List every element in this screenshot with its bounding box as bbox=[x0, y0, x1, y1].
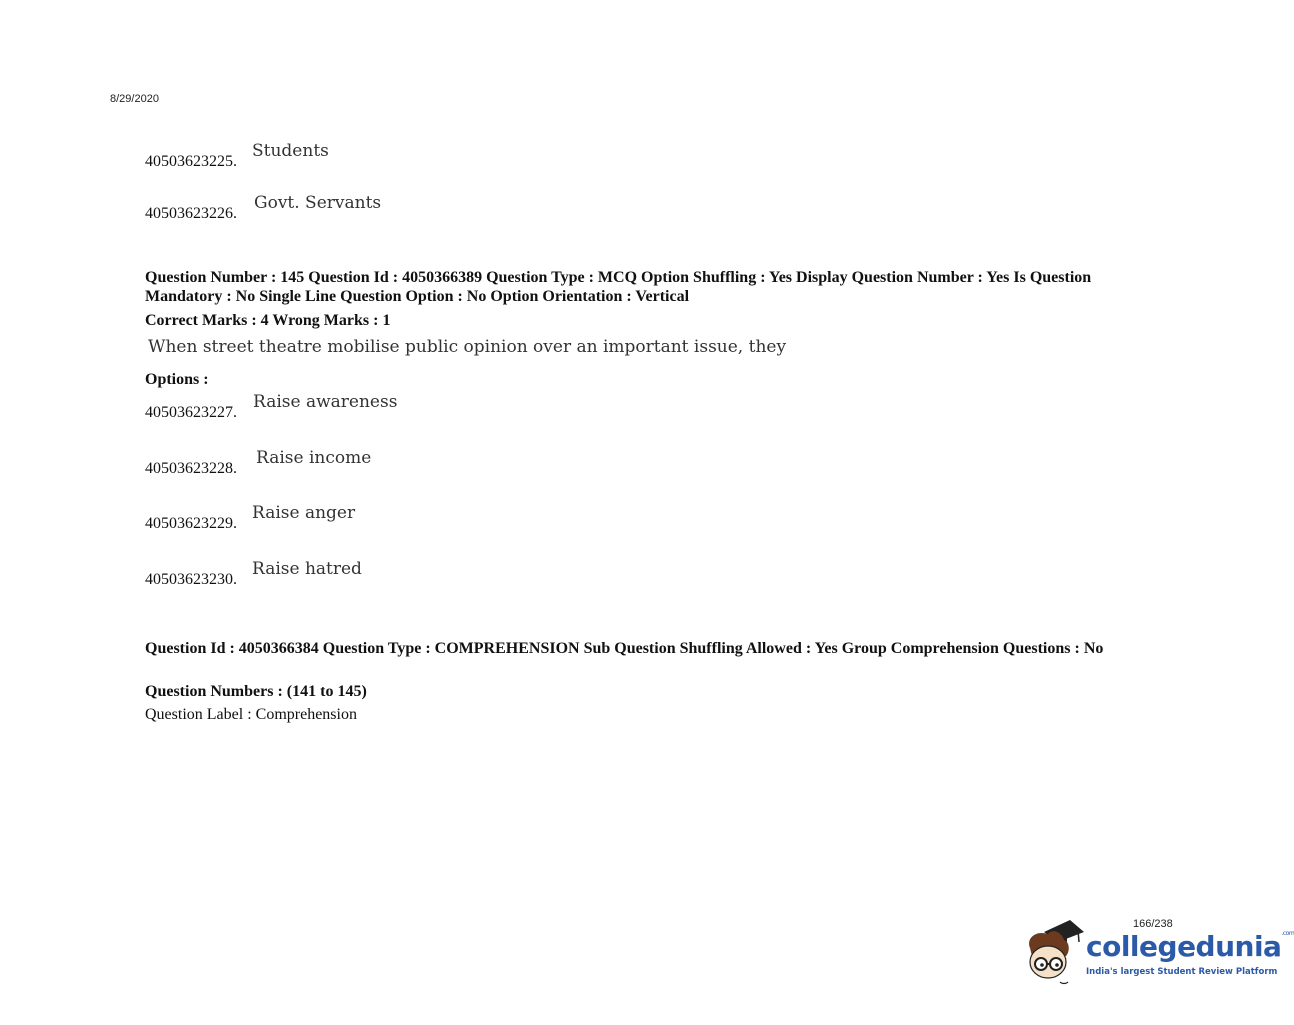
option-text: Raise anger bbox=[252, 503, 356, 523]
comprehension-meta: Question Id : 4050366384 Question Type : COMPREHENSION Sub Question Shuffling Allowed : Yes Group Comprehension Questions : No bbox=[145, 640, 1104, 657]
option-id: 40503623226. bbox=[145, 205, 237, 222]
option-id: 40503623229. bbox=[145, 515, 237, 532]
logo-brand: collegedunia$^{.com}$ bbox=[1086, 930, 1294, 963]
comprehension-numbers: Question Numbers : (141 to 145) bbox=[145, 683, 367, 700]
page-number: 166/238 bbox=[1133, 918, 1173, 930]
option-id: 40503623225. bbox=[145, 153, 237, 170]
option-id: 40503623230. bbox=[145, 571, 237, 588]
question-marks: Correct Marks : 4 Wrong Marks : 1 bbox=[145, 312, 391, 329]
print-date: 8/29/2020 bbox=[110, 93, 159, 105]
mascot-icon bbox=[1022, 918, 1092, 990]
logo-tagline: India's largest Student Review Platform bbox=[1086, 967, 1278, 977]
option-text: Students bbox=[252, 141, 329, 161]
options-label: Options : bbox=[145, 371, 209, 388]
question-meta: Question Number : 145 Question Id : 4050366389 Question Type : MCQ Option Shuffling : Yes Display Question Number : Yes Is Question Mandatory : No Single Line Question Option : No Option Orientation : Vertical bbox=[145, 269, 1092, 305]
question-text: When street theatre mobilise public opinion over an important issue, they bbox=[148, 337, 787, 357]
collegedunia-logo bbox=[1022, 918, 1294, 990]
option-text: Raise income bbox=[256, 448, 372, 468]
option-id: 40503623228. bbox=[145, 460, 237, 477]
option-text: Govt. Servants bbox=[254, 193, 382, 213]
option-id: 40503623227. bbox=[145, 404, 237, 421]
option-text: Raise awareness bbox=[253, 392, 398, 412]
comprehension-label: Question Label : Comprehension bbox=[145, 706, 357, 723]
option-text: Raise hatred bbox=[252, 559, 362, 579]
